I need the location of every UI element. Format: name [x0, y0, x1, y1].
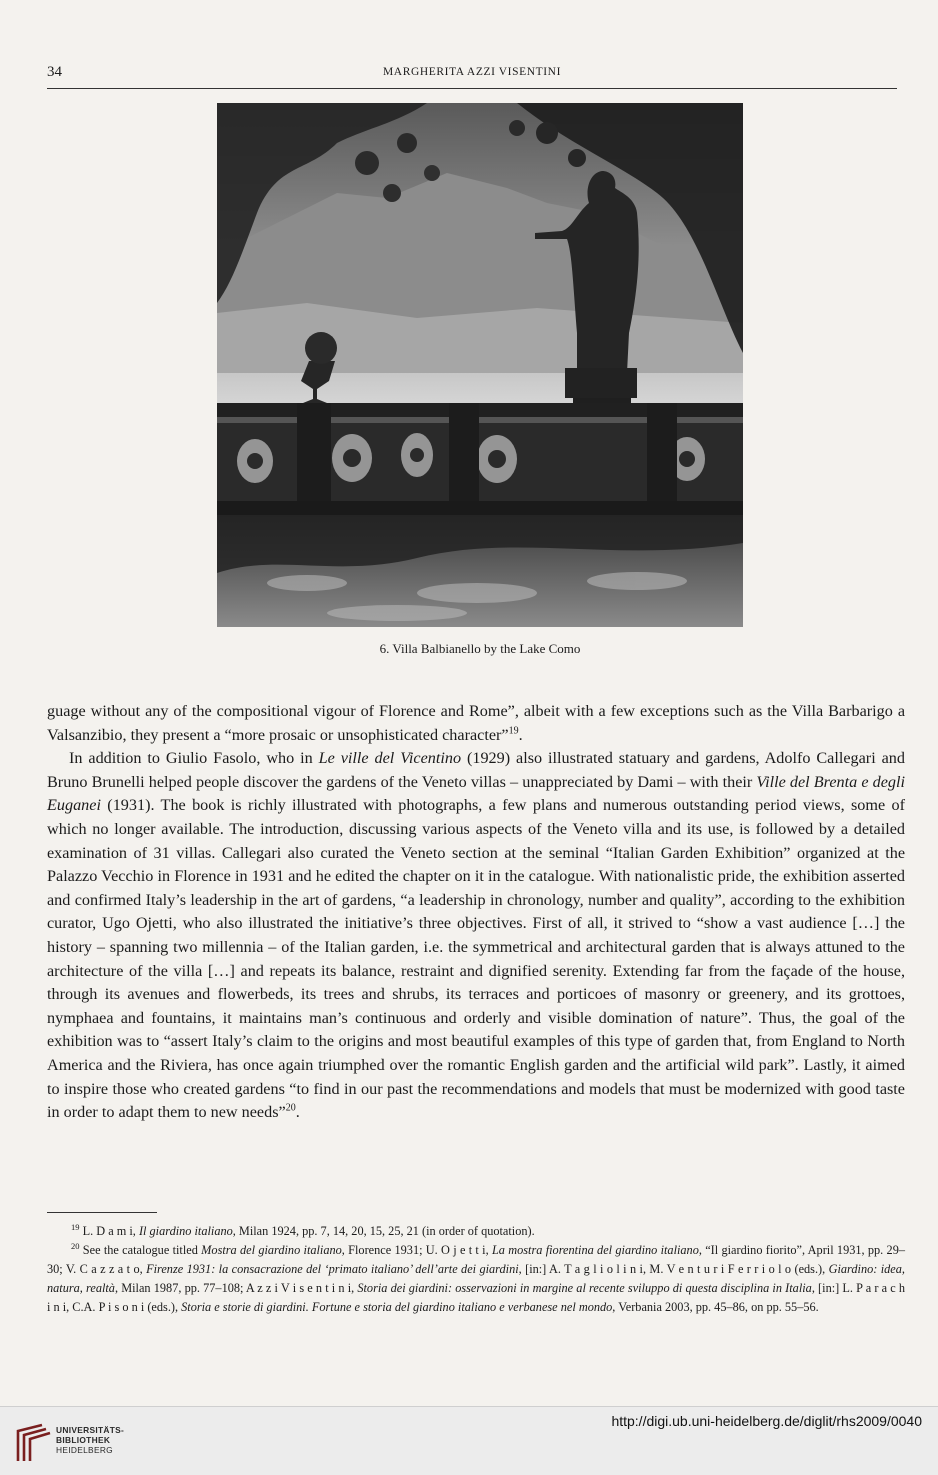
- italic-title: La mostra fiorentina del giardino italiano: [491, 1243, 699, 1257]
- library-name-line: BIBLIOTHEK: [56, 1435, 111, 1445]
- footnotes: [47, 1222, 905, 1317]
- italic-title: Giardino: idea, natura, realtà: [47, 1262, 905, 1295]
- text-run: , “Il giardino fiorito”, April 1931, pp. 29–30; V. C a z z a t o,: [47, 1243, 906, 1276]
- library-name-line: HEIDELBERG: [56, 1445, 113, 1455]
- text-run: , Milan 1924, pp. 7, 14, 20, 15, 25, 21 (in order of quotation).: [232, 1224, 535, 1238]
- text-run: , Milan 1987, pp. 77–108; A z z i V i s e n t i n i,: [114, 1281, 358, 1295]
- running-title: MARGHERITA AZZI VISENTINI: [382, 66, 562, 78]
- villa-balbianello-photo: [217, 103, 743, 627]
- footnote-reference: 20: [285, 1102, 296, 1114]
- library-name: [56, 1425, 124, 1455]
- text-run: (1931). The book is richly illustrated with photographs, a few plans and numerous outstanding period views, some of which no longer available. The introduction, discussing various aspects of the Veneto villa and its use, is followed by a detailed examination of 31 villas. Callegari also curated the Veneto section at the seminal “Italian Garden Exhibition” organized at the Palazzo Vecchio in Florence in 1931 and he edited the chapter on it in the catalogue. With nationalistic pride, the exhibition asserted and confirmed Italy’s leadership in the art of gardens, “a leadership in chronology, number and quality”, according to the exhibition curator, Ugo Ojetti, who also illustrated the initiative’s three objectives. First of all, it strived to “show a vast audience […] the history – spanning two millennia – of the Italian garden, i.e. the symmetrical and architectural garden that is always attuned to the architecture of the villa […] and repeats its balance, restraint and dignified serenity. Extending far from the façade of the house, through its avenues and flowerbeds, its trees and shrubs, its terraces and porticoes of masonry or greenery, and its grottoes, nymphaea and fountains, it maintains man’s continuous and orderly and visible domination of nature”. Thus, the goal of the exhibition was to “assert Italy’s claim to the origins and most beautiful examples of this type of garden that, from England to North America and the Riviera, has once again triumphed over the romantic English garden and the artificial wild park”. Lastly, it aimed to inspire those who created gardens “to find in our past the recommendations and models that must be modernized with good taste in order to adapt them to new needs”: [47, 796, 905, 1122]
- library-name-line: UNIVERSITÄTS-: [56, 1425, 125, 1435]
- text-run: .: [518, 725, 523, 744]
- source-url-link[interactable]: http://digi.ub.uni-heidelberg.de/diglit/rhs2009/0040: [611, 1413, 922, 1429]
- body-paragraph: [47, 700, 905, 747]
- page-number: 34: [47, 64, 62, 80]
- footnote: [47, 1222, 905, 1241]
- body-paragraph: [47, 747, 905, 1125]
- italic-title: Mostra del giardino italiano: [201, 1243, 342, 1257]
- text-run: , Florence 1931; U. O j e t t i,: [341, 1243, 492, 1257]
- text-run: , [in:] A. T a g l i o l i n i, M. V e n t u r i F e r r i o l o (eds.),: [518, 1262, 829, 1276]
- italic-title: Il giardino italiano: [138, 1224, 233, 1238]
- digitization-footer: [0, 1406, 938, 1475]
- figure-caption: 6. Villa Balbianello by the Lake Como: [379, 641, 581, 656]
- italic-title: Firenze 1931: la consacrazione del ‘primato italiano’ dell’arte dei giardini: [146, 1262, 519, 1276]
- italic-title: Storia e storie di giardini. Fortune e storia del giardino italiano e verbanese nel mondo: [181, 1300, 613, 1314]
- running-head: [47, 62, 897, 89]
- text-run: L. D a m i,: [79, 1224, 139, 1238]
- footnote-reference: 19: [71, 1221, 80, 1232]
- text-run: , [in:] L. P a r a c h i n i, C.A. P i s o n i (eds.),: [47, 1281, 905, 1314]
- text-run: See the catalogue titled: [79, 1243, 202, 1257]
- figure-photograph: [217, 103, 743, 627]
- italic-title: Storia dei giardini: osservazioni in margine al recente sviluppo di questa disciplina in Italia: [357, 1281, 812, 1295]
- text-run: guage without any of the compositional vigour of Florence and Rome”, albeit with a few exceptions such as the Villa Barbarigo a Valsanzibio, they present a “more prosaic or unsophisticated character”: [47, 702, 905, 744]
- italic-title: Le ville del Vicentino: [318, 749, 462, 768]
- body-text: [47, 700, 905, 1125]
- footnote-reference: 20: [71, 1240, 80, 1251]
- text-run: (1929) also illustrated statuary and gardens, Adolfo Callegari and Bruno Brunelli helped people discover the gardens of the Veneto villas – unappreciated by Dami – with their: [47, 749, 905, 791]
- footnote-divider: [47, 1212, 157, 1213]
- text-run: , Verbania 2003, pp. 45–86, on pp. 55–56.: [612, 1300, 819, 1314]
- text-run: .: [295, 1103, 300, 1122]
- footnote-reference: 19: [508, 725, 519, 737]
- footnote: [47, 1241, 905, 1317]
- text-run: In addition to Giulio Fasolo, who in: [69, 749, 319, 768]
- italic-title: Ville del Brenta e degli Euganei: [47, 772, 905, 815]
- university-library-logo-icon: [12, 1421, 52, 1465]
